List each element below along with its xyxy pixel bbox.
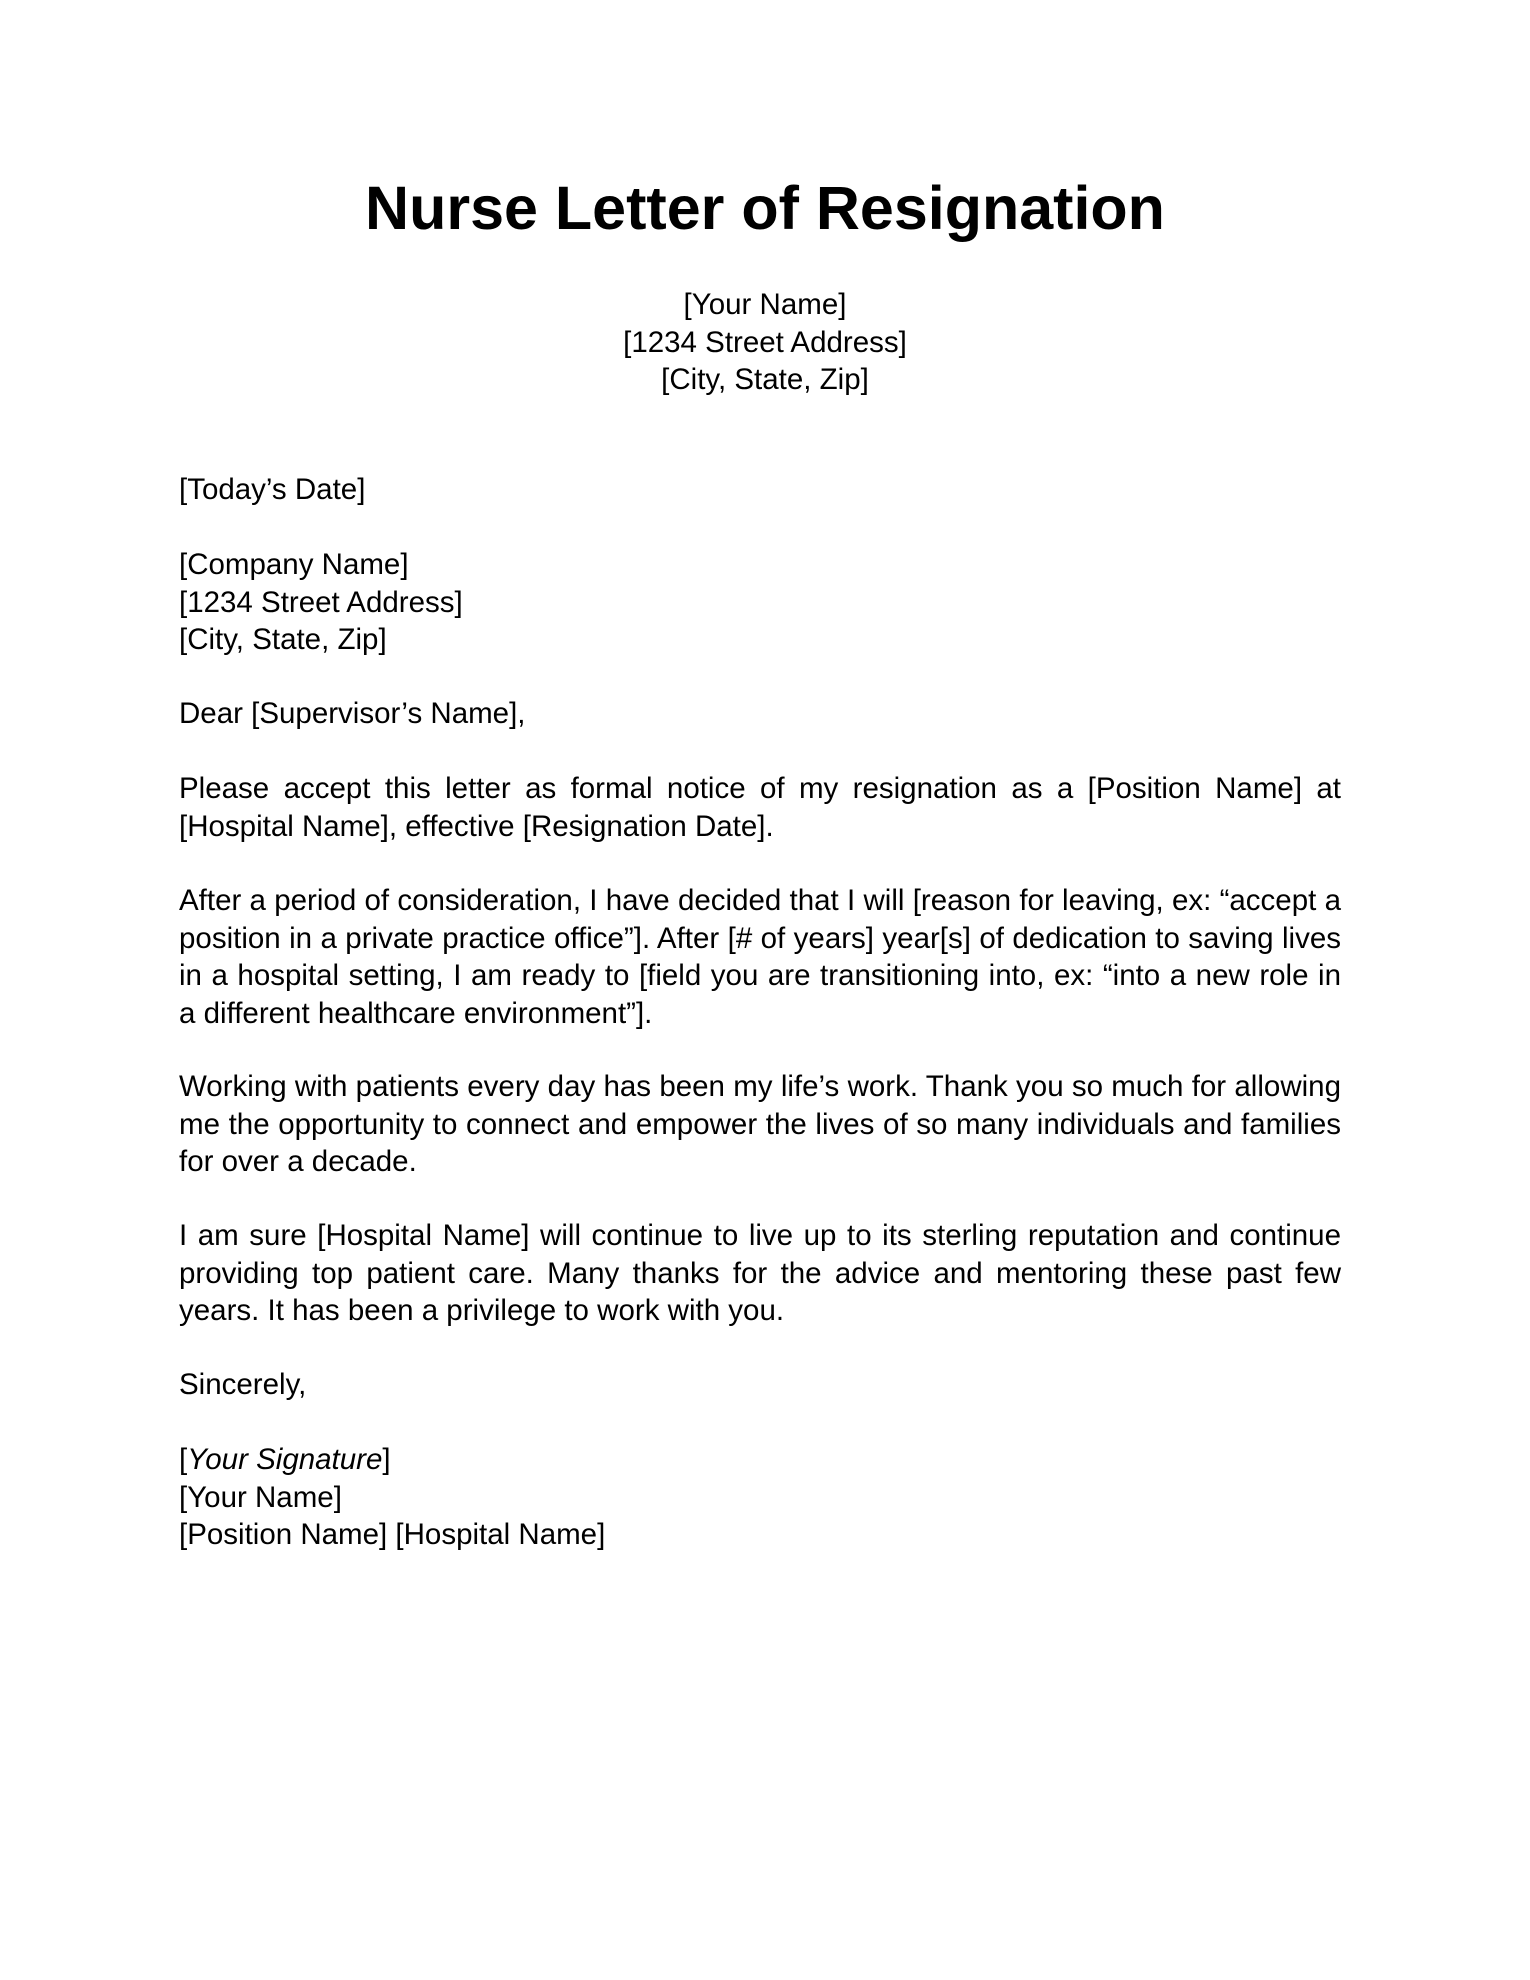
paragraph-3 [179,1068,1341,1181]
paragraph-text: Please accept this letter as formal notice of my resignation as a [Position Name] at [Hospital Name], effective [Resignation Date]. [179,772,1341,843]
signature-close-bracket: ] [382,1443,391,1476]
sender-street: [1234 Street Address] [623,325,907,359]
sender-city: [City, State, Zip] [661,363,869,396]
paragraph-2 [179,882,1341,1032]
signer-position: [Position Name] [Hospital Name] [179,1518,606,1551]
paragraph-1 [179,770,1341,845]
recipient-company: [Company Name] [179,548,409,581]
recipient-street: [1234 Street Address] [179,585,463,619]
signature-open-bracket: [ [179,1443,188,1476]
paragraph-text: I am sure [Hospital Name] will continue to live up to its sterling reputation and continue providing top patient care. Many thanks for the advice and mentoring these past few years. It has been a privilege to work with you. [179,1219,1341,1327]
signature-line [179,1441,1341,1479]
sender-name: [Your Name] [683,288,847,321]
paragraph-4 [179,1217,1341,1330]
recipient-city: [City, State, Zip] [179,623,387,656]
signature-block [179,1441,1341,1554]
paragraph-text: After a period of consideration, I have decided that I will [reason for leaving, ex: “accept a position in a private practice office”]. After [# of years] year[s] of dedication to saving lives in a hospital setting, I am ready to [field you are transitioning into, ex: “into a new role in a different healthcare environment”]. [179,884,1341,1030]
salutation: Dear [Supervisor’s Name], [179,697,526,730]
recipient-address-block [179,546,1341,659]
signature-placeholder: Your Signature [187,1443,383,1476]
page-title: Nurse Letter of Resignation [365,174,1165,242]
date-line: [Today’s Date] [179,473,366,506]
sender-address-block [0,286,1530,399]
closing: Sincerely, [179,1368,307,1401]
paragraph-text: Working with patients every day has been my life’s work. Thank you so much for allowing me the opportunity to connect and empower the lives of so many individuals and families for over a decade. [179,1070,1341,1178]
signer-name: [Your Name] [179,1480,342,1514]
